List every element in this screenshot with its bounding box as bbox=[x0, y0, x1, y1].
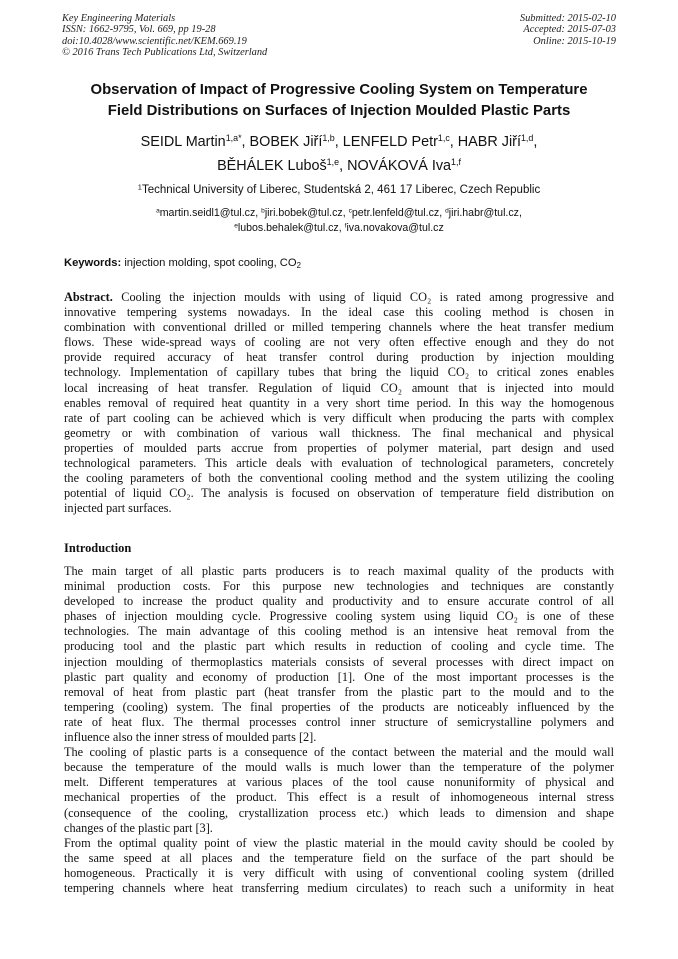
text-line: From the optimal quality point of view the plastic material in the mould cavity should be cooled by bbox=[64, 835, 614, 850]
email-line: $^e$lubos.behalek@tul.cz, $^f$iva.novakova@tul.cz bbox=[234, 221, 444, 234]
author-name: BĚHÁLEK Luboš bbox=[217, 158, 327, 174]
text-line: technological parameters. This article deals with evaluation of technological parameters, concretely bbox=[64, 456, 614, 471]
introduction-body bbox=[64, 564, 614, 896]
email-mark: f bbox=[344, 221, 347, 229]
email-address[interactable]: iva.novakova@tul.cz bbox=[346, 221, 444, 234]
text-line: the cooling parameters of both the conventional cooling method and the system utilizing the cooling bbox=[64, 471, 614, 486]
affiliation-mark: 1 bbox=[137, 182, 142, 192]
author-affil-mark: 1,c bbox=[437, 133, 450, 144]
email-address[interactable]: petr.lenfeld@tul.cz bbox=[351, 207, 440, 219]
text-line: mechanical properties of the product. This effect is a result of inhomogeneous internal stress bbox=[64, 790, 614, 805]
author-name: HABR Jiří bbox=[457, 134, 521, 150]
submission-dates bbox=[520, 13, 616, 47]
email-list bbox=[40, 206, 638, 235]
text-line: The cooling of plastic parts is a consequence of the contact between the material and the mould wall bbox=[64, 745, 614, 760]
author-affil-mark: 1,a* bbox=[225, 133, 242, 144]
keywords bbox=[64, 256, 301, 270]
text-line: technologies. The main advantage of this cooling method is an intensive heat removal from the bbox=[64, 624, 614, 639]
online-date: Online: 2015-10-19 bbox=[533, 35, 616, 47]
affiliation-text: Technical University of Liberec, Studentská 2, 461 17 Liberec, Czech Republic bbox=[141, 184, 541, 196]
text-line: changes of the plastic part [3]. bbox=[64, 820, 213, 835]
text-line: injected part surfaces. bbox=[64, 501, 172, 516]
author-affil-mark: 1,f bbox=[451, 157, 461, 168]
journal-doi: doi:10.4028/www.scientific.net/KEM.669.19 bbox=[62, 35, 247, 47]
text-line: tempering (cooling) system. The final properties of the products are noticeably influenced by the bbox=[64, 699, 614, 714]
text-line: properties of moulded parts accrue from properties of polymer material, part design and used bbox=[64, 440, 614, 455]
keywords-label: Keywords: bbox=[64, 257, 122, 269]
author-name: NOVÁKOVÁ Iva bbox=[347, 158, 452, 174]
journal-info bbox=[62, 13, 267, 58]
email-address[interactable]: martin.seidl1@tul.cz bbox=[159, 207, 256, 219]
email-mark: a bbox=[156, 207, 160, 215]
text-line: the same speed at all places and the temperature field on the surface of the part should be bbox=[64, 850, 614, 865]
author-affil-mark: 1,b bbox=[322, 133, 335, 144]
text-line: developed to increase the product quality and productivity and to ensure accurate control of all bbox=[64, 594, 614, 609]
submitted-date: Submitted: 2015-02-10 bbox=[519, 13, 616, 24]
text-line: provide required accuracy of heat transfer control during production by injection moulding bbox=[64, 350, 614, 365]
text-line: homogeneous. Practically it is very difficult with using of conventional cooling system (drilled bbox=[64, 865, 614, 880]
text-line: because the temperature of the mould walls is much lower than the temperature of the polymer bbox=[64, 760, 614, 775]
text-line: innovative tempering systems nowadays. In the ideal case this cooling method is chosen in bbox=[64, 305, 614, 320]
accepted-date: Accepted: 2015-07-03 bbox=[523, 24, 616, 36]
author-list bbox=[40, 130, 638, 178]
text-line: rate of heat flux. The thermal processes control inner structure of semicrystalline polymers and bbox=[64, 714, 614, 729]
email-mark: c bbox=[348, 207, 352, 215]
email-mark: e bbox=[234, 221, 238, 229]
email-address[interactable]: jiri.bobek@tul.cz bbox=[264, 207, 343, 219]
abstract-label: Abstract. bbox=[64, 290, 122, 304]
email-line: $^a$martin.seidl1@tul.cz, $^b$jiri.bobek@tul.cz, $^c$petr.lenfeld@tul.cz, $^d$jiri.habr@tul.cz, bbox=[156, 207, 522, 219]
email-address[interactable]: jiri.habr@tul.cz bbox=[448, 207, 519, 219]
text-line: local increasing of heat transfer. Regulation of liquid CO₂ amount that is injected into mould bbox=[64, 380, 614, 395]
text-line: phases of injection moulding cycle. Progressive cooling system using liquid CO₂ is one of these bbox=[64, 609, 614, 624]
text-line: melt. Different temperatures at various places of the tool cause nonuniformity of physical and bbox=[64, 775, 614, 790]
email-mark: d bbox=[445, 207, 449, 215]
text-line: Abstract. Cooling the injection moulds with using of liquid CO₂ is rated among progressive and bbox=[64, 290, 614, 304]
text-line: geometry or with combination of various wall thickness. The final mechanical and physical bbox=[64, 425, 614, 440]
text-line: potential of liquid CO₂. The analysis is focused on observation of temperature field distribution on bbox=[64, 486, 614, 501]
text-line: The main target of all plastic parts producers is to reach maximal quality of the products with bbox=[64, 564, 614, 578]
text-line: flows. These wide-spread ways of cooling are not very often effective enough and they do not bbox=[64, 335, 614, 350]
text-line: removal of heat from plastic part (heat transfer from the plastic part to the mould and to the bbox=[64, 684, 614, 699]
text-line: enables removal of required heat quantity in a very short time period. In this way the homogenous bbox=[64, 395, 614, 410]
text-line: influence also the inner stress of moulded parts [2]. bbox=[64, 730, 317, 745]
text-line: rate of part cooling can be achieved which is very difficult when producing the parts with complex bbox=[64, 410, 614, 425]
text-line: tempering channels where heat transferring medium circulates) to reach such a uniformity in heat bbox=[64, 880, 614, 895]
email-mark: b bbox=[261, 207, 265, 215]
paper-title-line: Field Distributions on Surfaces of Injection Moulded Plastic Parts bbox=[107, 103, 571, 119]
introduction-heading: Introduction bbox=[64, 541, 132, 555]
text-line: combination with conventional drilled or milled tempering channels where the heat transfer medium bbox=[64, 320, 614, 335]
text-line: plastic part quality and economy of production [1]. One of the most important processes is the bbox=[64, 669, 614, 684]
affiliation bbox=[40, 183, 638, 197]
journal-issn: ISSN: 1662-9795, Vol. 669, pp 19-28 bbox=[62, 24, 216, 36]
keywords-subscript: 2 bbox=[296, 260, 301, 270]
abstract bbox=[64, 290, 614, 516]
author-affil-mark: 1,d bbox=[520, 133, 534, 144]
text-line: producing tool and the plastic part which results in reduction of cooling and cycle time. The bbox=[64, 639, 614, 654]
journal-name: Key Engineering Materials bbox=[62, 13, 176, 24]
paper-title bbox=[40, 80, 638, 122]
text-line: minimal production costs. For this purpose new technologies and techniques are constantly bbox=[64, 579, 614, 594]
author-line: BĚHÁLEK Luboš$^{1,e}$, NOVÁKOVÁ Iva$^{1,f}$ bbox=[217, 157, 461, 174]
author-affil-mark: 1,e bbox=[326, 157, 340, 168]
text-line: injection moulding of thermoplastics materials consists of several processes with direct impact on bbox=[64, 654, 614, 669]
text-line: (consequence of the cooling, crystallization process etc.) which leads to dimension and shape bbox=[64, 805, 614, 820]
paper-title-line: Observation of Impact of Progressive Cooling System on Temperature bbox=[90, 82, 588, 98]
author-name: SEIDL Martin bbox=[140, 134, 226, 150]
author-name: BOBEK Jiří bbox=[249, 134, 323, 150]
author-line: SEIDL Martin$^{1,a*}$, BOBEK Jiří$^{1,b}$, LENFELD Petr$^{1,c}$, HABR Jiří$^{1,d}$, bbox=[140, 133, 538, 150]
author-name: LENFELD Petr bbox=[342, 134, 438, 150]
journal-copyright: © 2016 Trans Tech Publications Ltd, Switzerland bbox=[62, 46, 268, 58]
keywords-text: injection molding, spot cooling, CO bbox=[124, 257, 297, 269]
text-line: technology. Implementation of capillary tubes that bring the liquid CO₂ to critical zones enables bbox=[64, 365, 614, 380]
email-address[interactable]: lubos.behalek@tul.cz bbox=[237, 221, 339, 234]
